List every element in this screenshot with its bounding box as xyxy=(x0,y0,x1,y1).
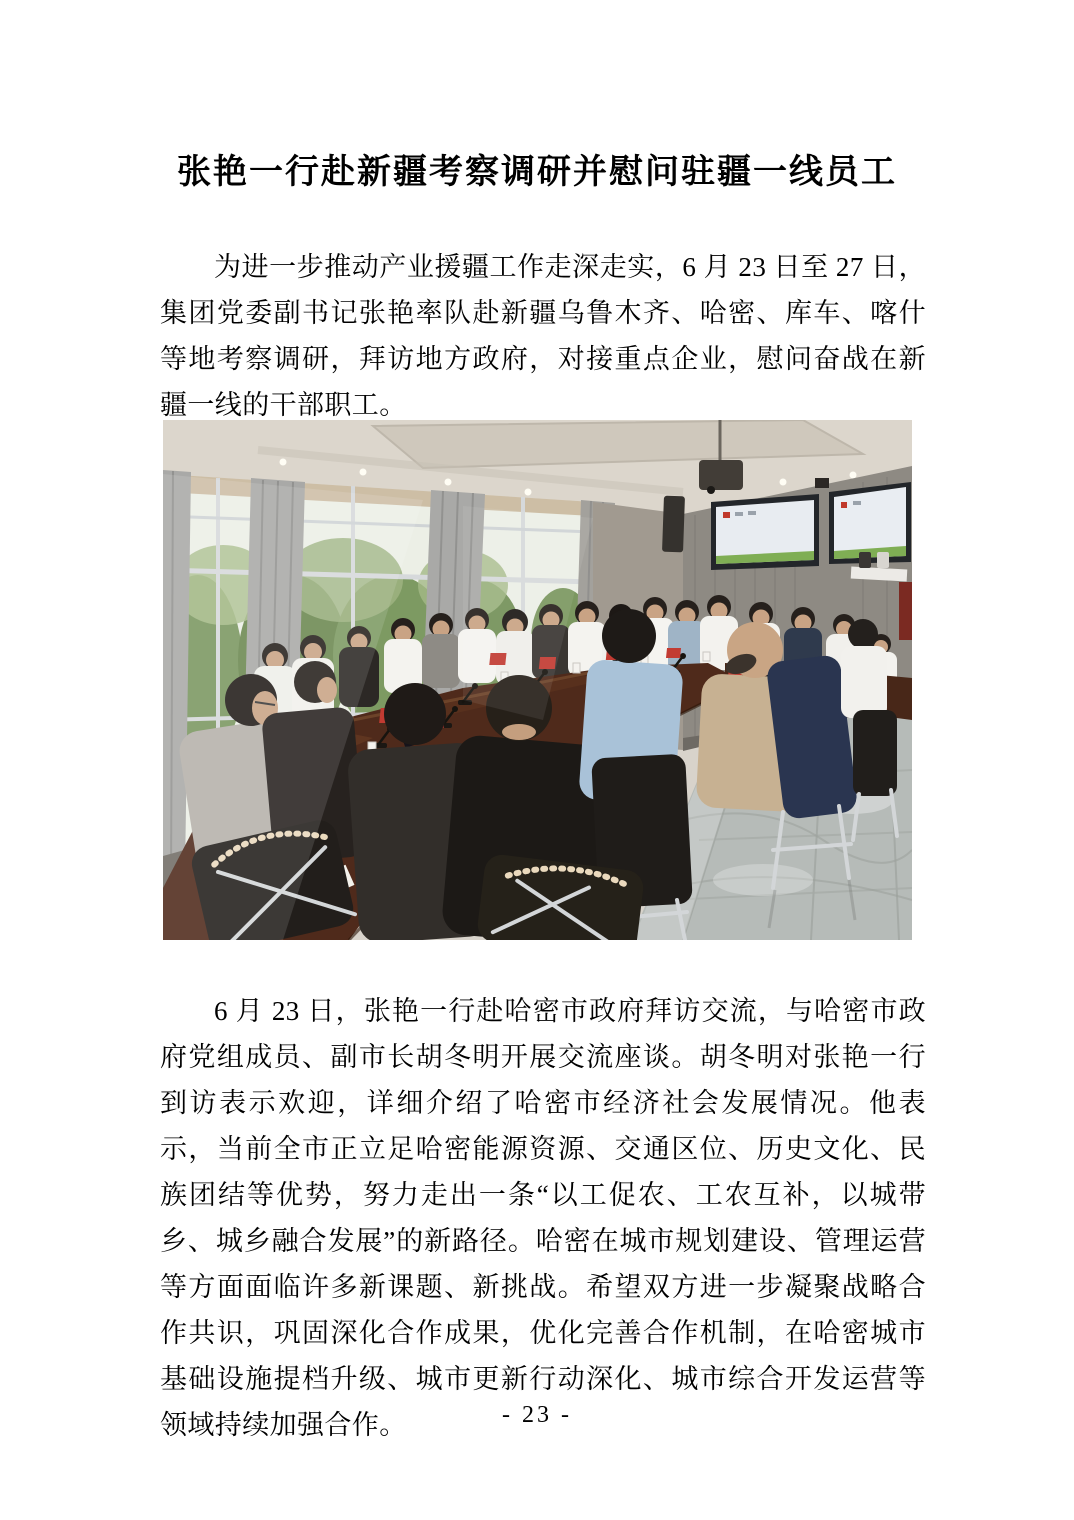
paragraph-intro: 为进一步推动产业援疆工作走深走实，6 月 23 日至 27 日，集团党委副书记张艳率队赴新疆乌鲁木齐、哈密、库车、喀什等地考察调研，拜访地方政府，对接重点企业，慰问奋战在新疆一线的干部职工。 xyxy=(160,252,926,420)
video-camera xyxy=(815,478,829,488)
tv-screen-left xyxy=(711,494,819,570)
meeting-photo xyxy=(163,420,912,940)
paragraph-hami-visit: 6 月 23 日，张艳一行赴哈密市政府拜访交流，与哈密市政府党组成员、副市长胡冬明开展交流座谈。胡冬明对张艳一行到访表示欢迎，详细介绍了哈密市经济社会发展情况。他表示，当前全市正立足哈密能源资源、交通区位、历史文化、民族团结等优势，努力走出一条“以工促农、工农互补，以城带乡、城乡融合发展”的新路径。哈密在城市规划建设、管理运营等方面面临许多新课题、新挑战。希望双方进一步凝聚战略合作共识，巩固深化合作成果，优化完善合作机制，在哈密城市基础设施提档升级、城市更新行动深化、城市综合开发运营等领域持续加强合作。 xyxy=(160,996,926,1440)
wall-speaker xyxy=(662,496,685,553)
tv-screen-right xyxy=(829,482,911,564)
page-title: 张艳一行赴新疆考察调研并慰问驻疆一线员工 xyxy=(177,153,897,191)
meeting-photo-illustration xyxy=(163,420,912,940)
page-number: - 23 - xyxy=(502,1402,572,1428)
